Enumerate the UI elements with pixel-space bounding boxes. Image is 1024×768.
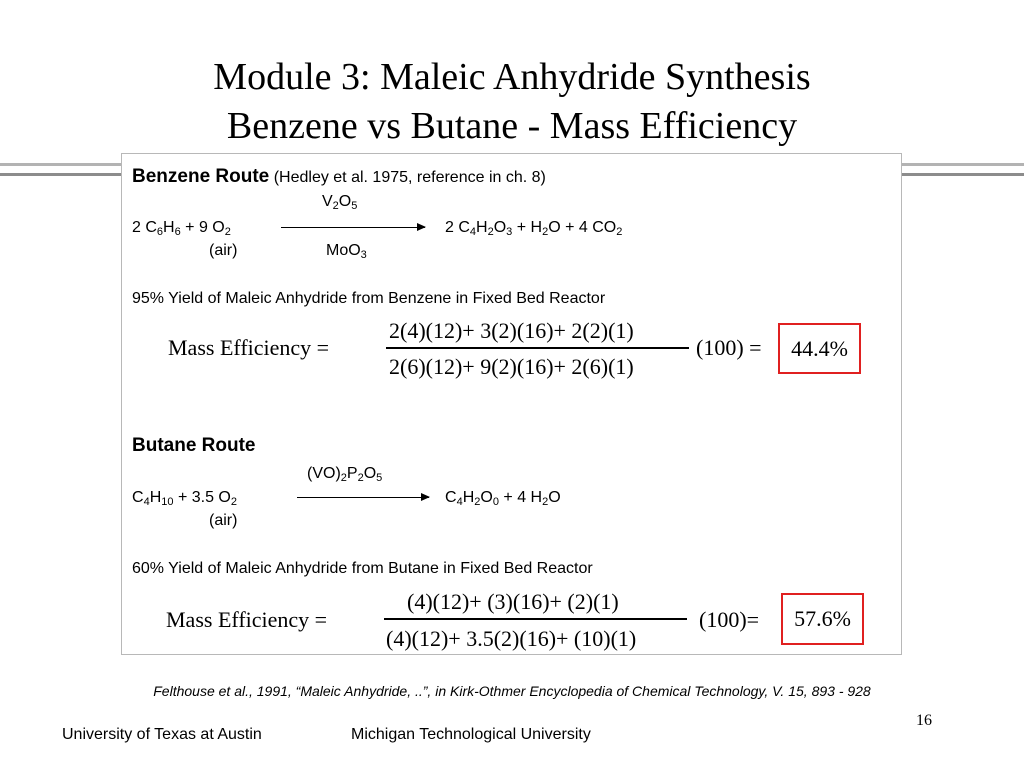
benzene-result-value: 44.4% bbox=[791, 335, 848, 361]
benzene-reaction-arrow bbox=[281, 227, 425, 228]
footer-left: University of Texas at Austin bbox=[62, 726, 262, 743]
butane-result-box bbox=[781, 593, 864, 645]
butane-route-heading: Butane Route bbox=[132, 435, 256, 456]
benzene-products: 2 $C_4H_2O_3 + H_2O + 4$ $CO_2$ bbox=[445, 219, 623, 238]
butane-multiplier: (100)= bbox=[699, 607, 760, 632]
butane-air-label: (air) bbox=[209, 512, 238, 529]
left-rule-upper bbox=[0, 163, 121, 166]
slide-title-line-1: Module 3: Maleic Anhydride Synthesis bbox=[213, 56, 811, 98]
right-rule-upper bbox=[902, 163, 1024, 166]
butane-reactants: $C_4H_{10} + 3.5$ $O_2$ bbox=[132, 489, 237, 508]
benzene-result-box bbox=[778, 323, 861, 374]
butane-catalyst: $(VO)_2P_2O_5$ bbox=[307, 465, 383, 484]
page-number: 16 bbox=[916, 712, 932, 729]
benzene-mass-efficiency-label: Mass Efficiency = bbox=[168, 335, 330, 360]
benzene-route-header bbox=[132, 167, 546, 187]
butane-mass-efficiency-label: Mass Efficiency = bbox=[166, 607, 328, 632]
butane-yield-text: 60% Yield of Maleic Anhydride from Butane in Fixed Bed Reactor bbox=[132, 560, 593, 577]
butane-numerator: (4)(12)+ (3)(16)+ (2)(1) bbox=[407, 589, 619, 614]
benzene-route-citation: (Hedley et al. 1975, reference in ch. 8) bbox=[273, 169, 546, 186]
slide-title-line-2: Benzene vs Butane - Mass Efficiency bbox=[226, 105, 798, 147]
benzene-yield-text: 95% Yield of Maleic Anhydride from Benzene in Fixed Bed Reactor bbox=[132, 290, 606, 307]
butane-reaction-arrow bbox=[297, 497, 429, 498]
benzene-reactants: 2 $C_6H_6 + 9$ $O_2$ bbox=[132, 219, 231, 238]
butane-result-value: 57.6% bbox=[794, 606, 851, 631]
reference-citation: Felthouse et al., 1991, “Maleic Anhydride, ..”, in Kirk-Othmer Encyclopedia of Chemical Technology, V. 15, 893 - 928 bbox=[153, 683, 871, 699]
butane-denominator: (4)(12)+ 3.5(2)(16)+ (10)(1) bbox=[386, 626, 637, 651]
benzene-numerator: 2(4)(12)+ 3(2)(16)+ 2(2)(1) bbox=[389, 318, 634, 343]
butane-products: $C_4H_2O_0 + 4$ $H_2O$ bbox=[445, 489, 561, 508]
left-rule-lower bbox=[0, 173, 121, 176]
benzene-multiplier: (100) = bbox=[696, 335, 762, 360]
benzene-air-label: (air) bbox=[209, 242, 238, 259]
benzene-catalyst-moo3: MoO$_3$ bbox=[326, 242, 367, 261]
butane-fraction-bar bbox=[384, 618, 687, 620]
benzene-fraction-bar bbox=[386, 347, 689, 349]
footer-right: Michigan Technological University bbox=[351, 726, 591, 743]
benzene-denominator: 2(6)(12)+ 9(2)(16)+ 2(6)(1) bbox=[389, 354, 634, 379]
right-rule-lower bbox=[902, 173, 1024, 176]
benzene-route-heading: Benzene Route bbox=[132, 166, 270, 187]
benzene-catalyst-v2o5: $V_2O_5$ bbox=[322, 193, 358, 212]
